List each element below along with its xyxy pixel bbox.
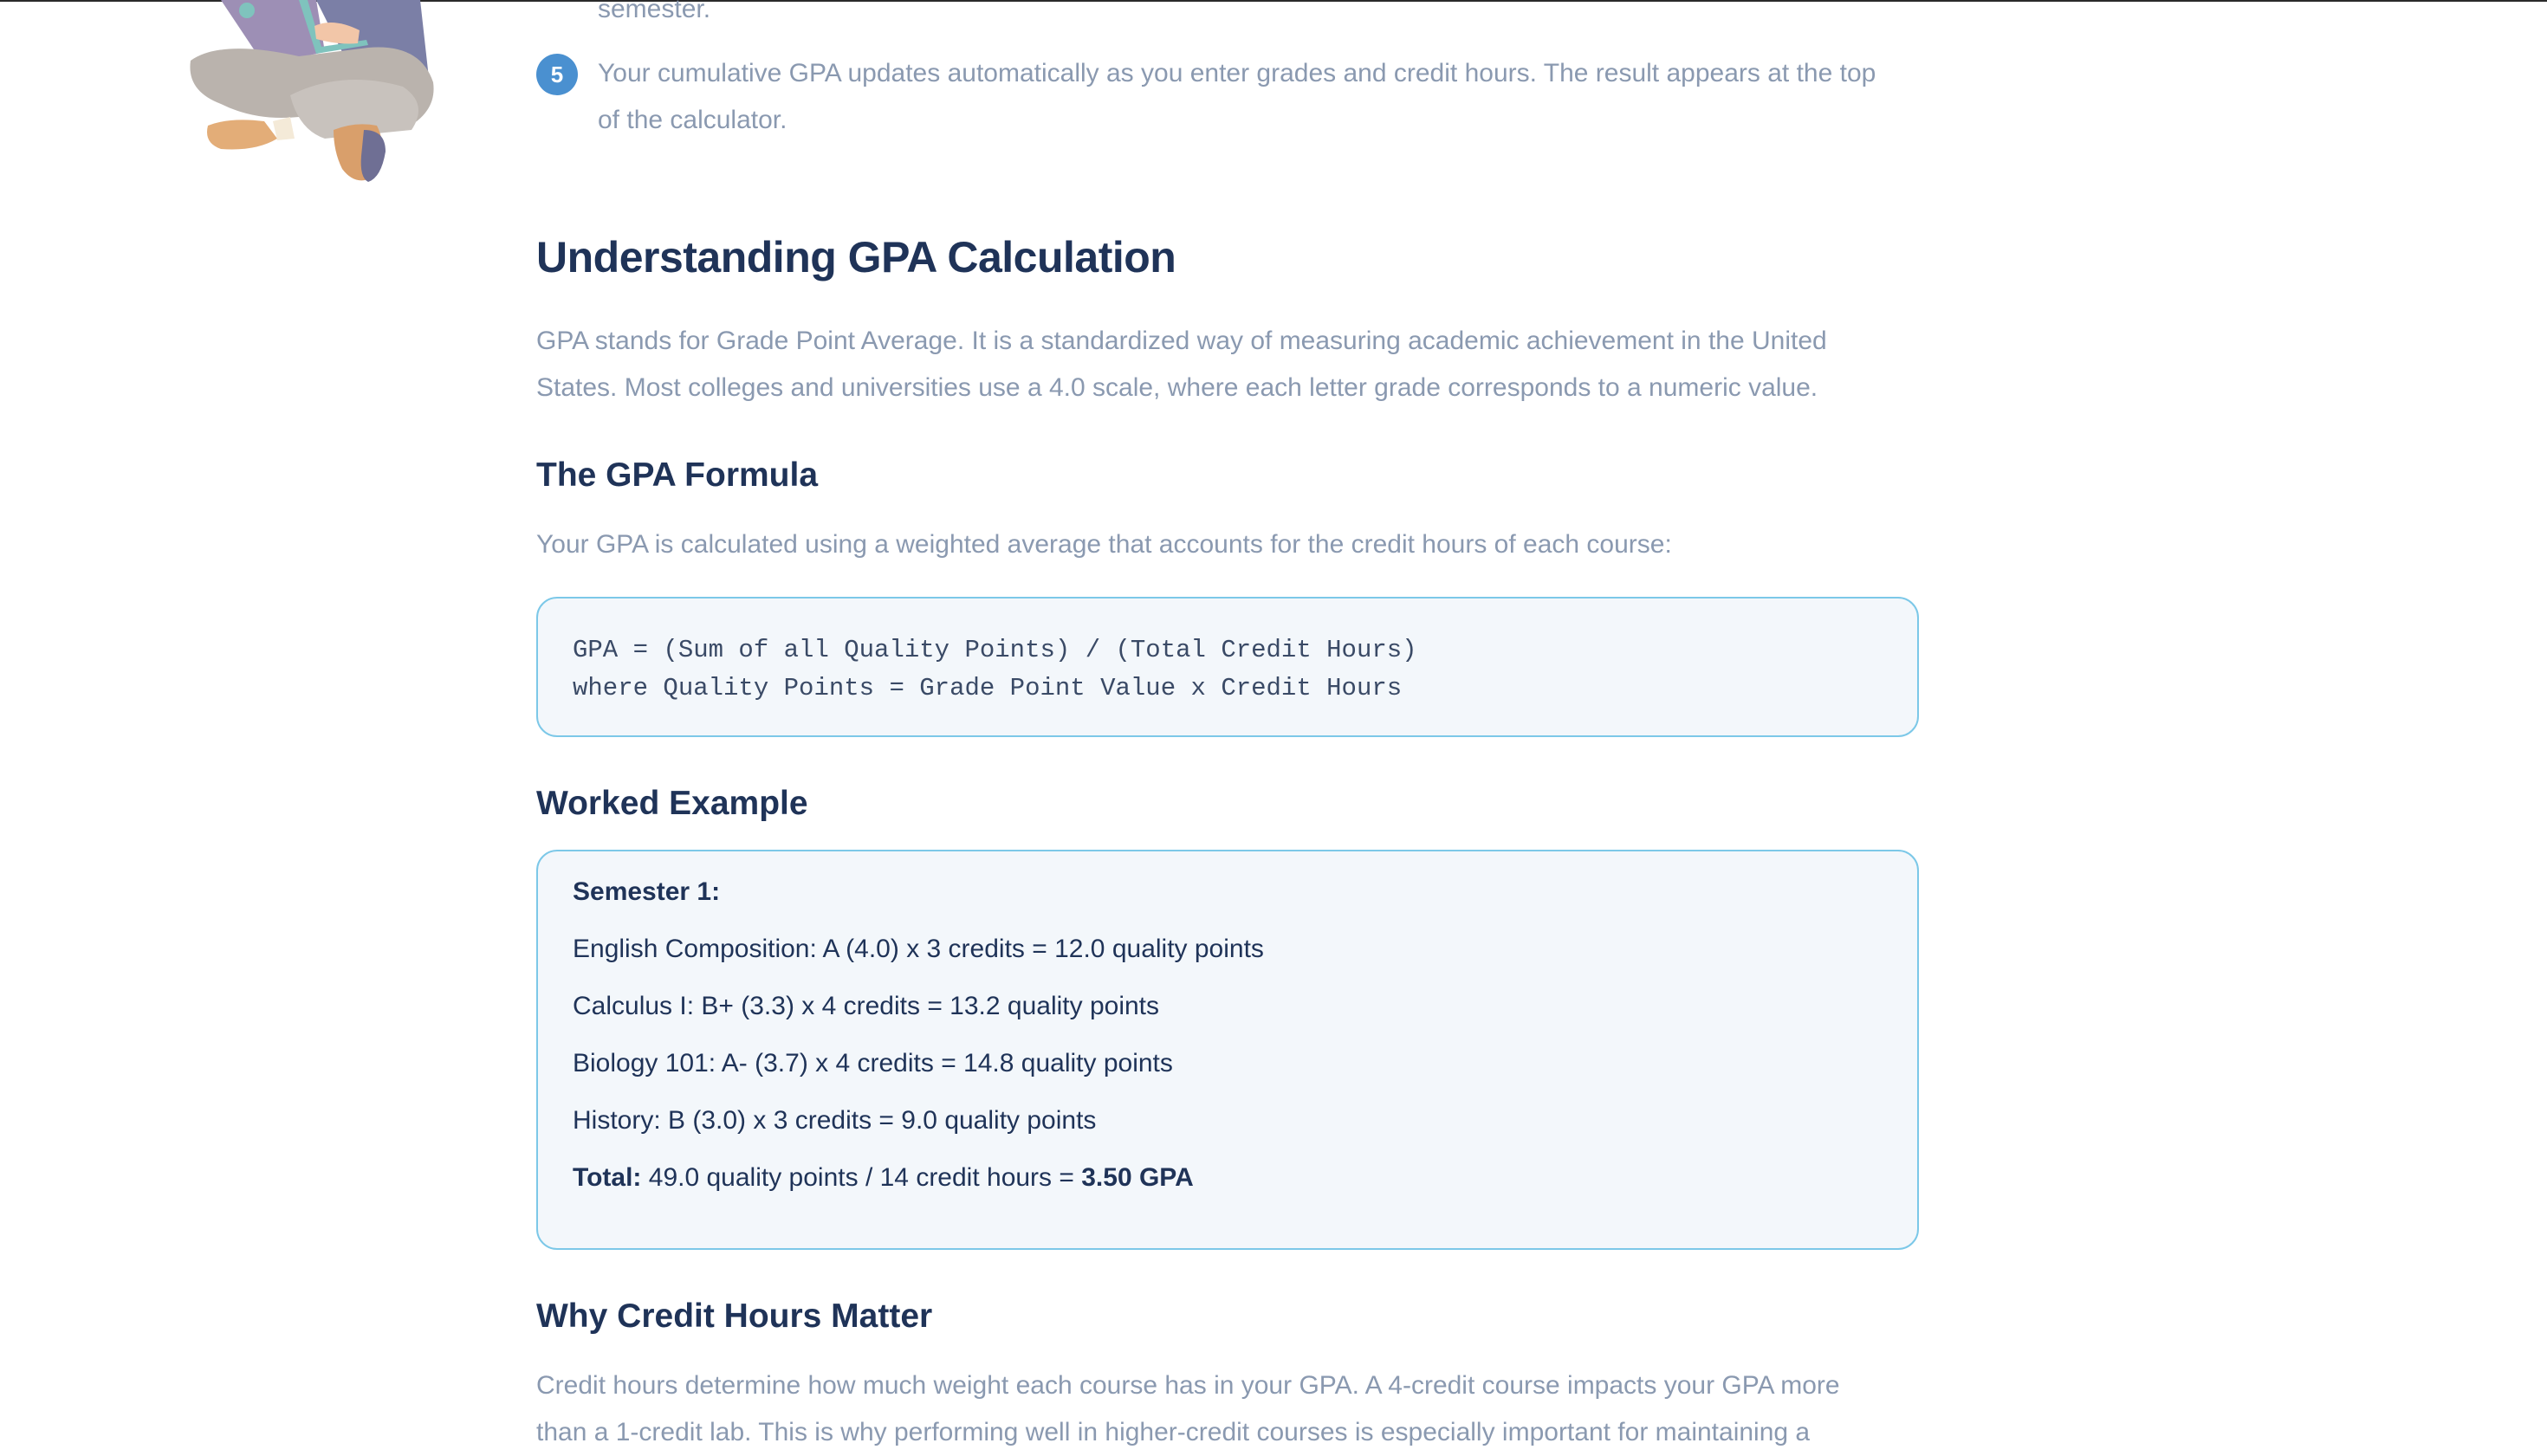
step-4-text-tail: semester.: [598, 0, 711, 23]
credit-hours-paragraph: Credit hours determine how much weight each course has in your GPA. A 4-credit course impacts your GPA more than a 1-credit lab. This is why performing well in higher-credit courses is especially important for maintaining a: [536, 1371, 1840, 1446]
example-row: Biology 101: A- (3.7) x 4 credits = 14.8 quality points: [573, 1049, 1173, 1077]
worked-example-box: [536, 850, 1919, 1250]
section-title-understanding-gpa: Understanding GPA Calculation: [536, 233, 1176, 281]
formula-code: GPA = (Sum of all Quality Points) / (Total Credit Hours) where Quality Points = Grade Point Value x Credit Hours: [573, 636, 1417, 702]
step-5-text: Your cumulative GPA updates automatically as you enter grades and credit hours. The result appears at the top of the calculator.: [598, 59, 1876, 134]
understanding-intro-paragraph: GPA stands for Grade Point Average. It is a standardized way of measuring academic achievement in the United States. Most colleges and universities use a 4.0 scale, where each letter grade corresponds to a numeric value.: [536, 327, 1827, 402]
subsection-title-gpa-formula: The GPA Formula: [536, 456, 819, 494]
example-total-row: Total: 49.0 quality points / 14 credit hours = 3.50 GPA: [573, 1163, 1194, 1192]
example-row: English Composition: A (4.0) x 3 credits = 12.0 quality points: [573, 935, 1264, 963]
formula-intro-paragraph: Your GPA is calculated using a weighted average that accounts for the credit hours of each course:: [536, 530, 1672, 559]
subsection-title-worked-example: Worked Example: [536, 785, 808, 822]
semester-label: Semester 1:: [573, 877, 721, 906]
step-number-badge: 5: [536, 54, 578, 95]
formula-code-box: [536, 597, 1919, 737]
student-laptop-illustration: [169, 0, 481, 191]
example-row: Calculus I: B+ (3.3) x 4 credits = 13.2 quality points: [573, 992, 1160, 1020]
total-gpa-result: 3.50 GPA: [1081, 1163, 1194, 1192]
subsection-title-credit-hours: Why Credit Hours Matter: [536, 1297, 933, 1335]
example-row: History: B (3.0) x 3 credits = 9.0 quality points: [573, 1106, 1097, 1135]
